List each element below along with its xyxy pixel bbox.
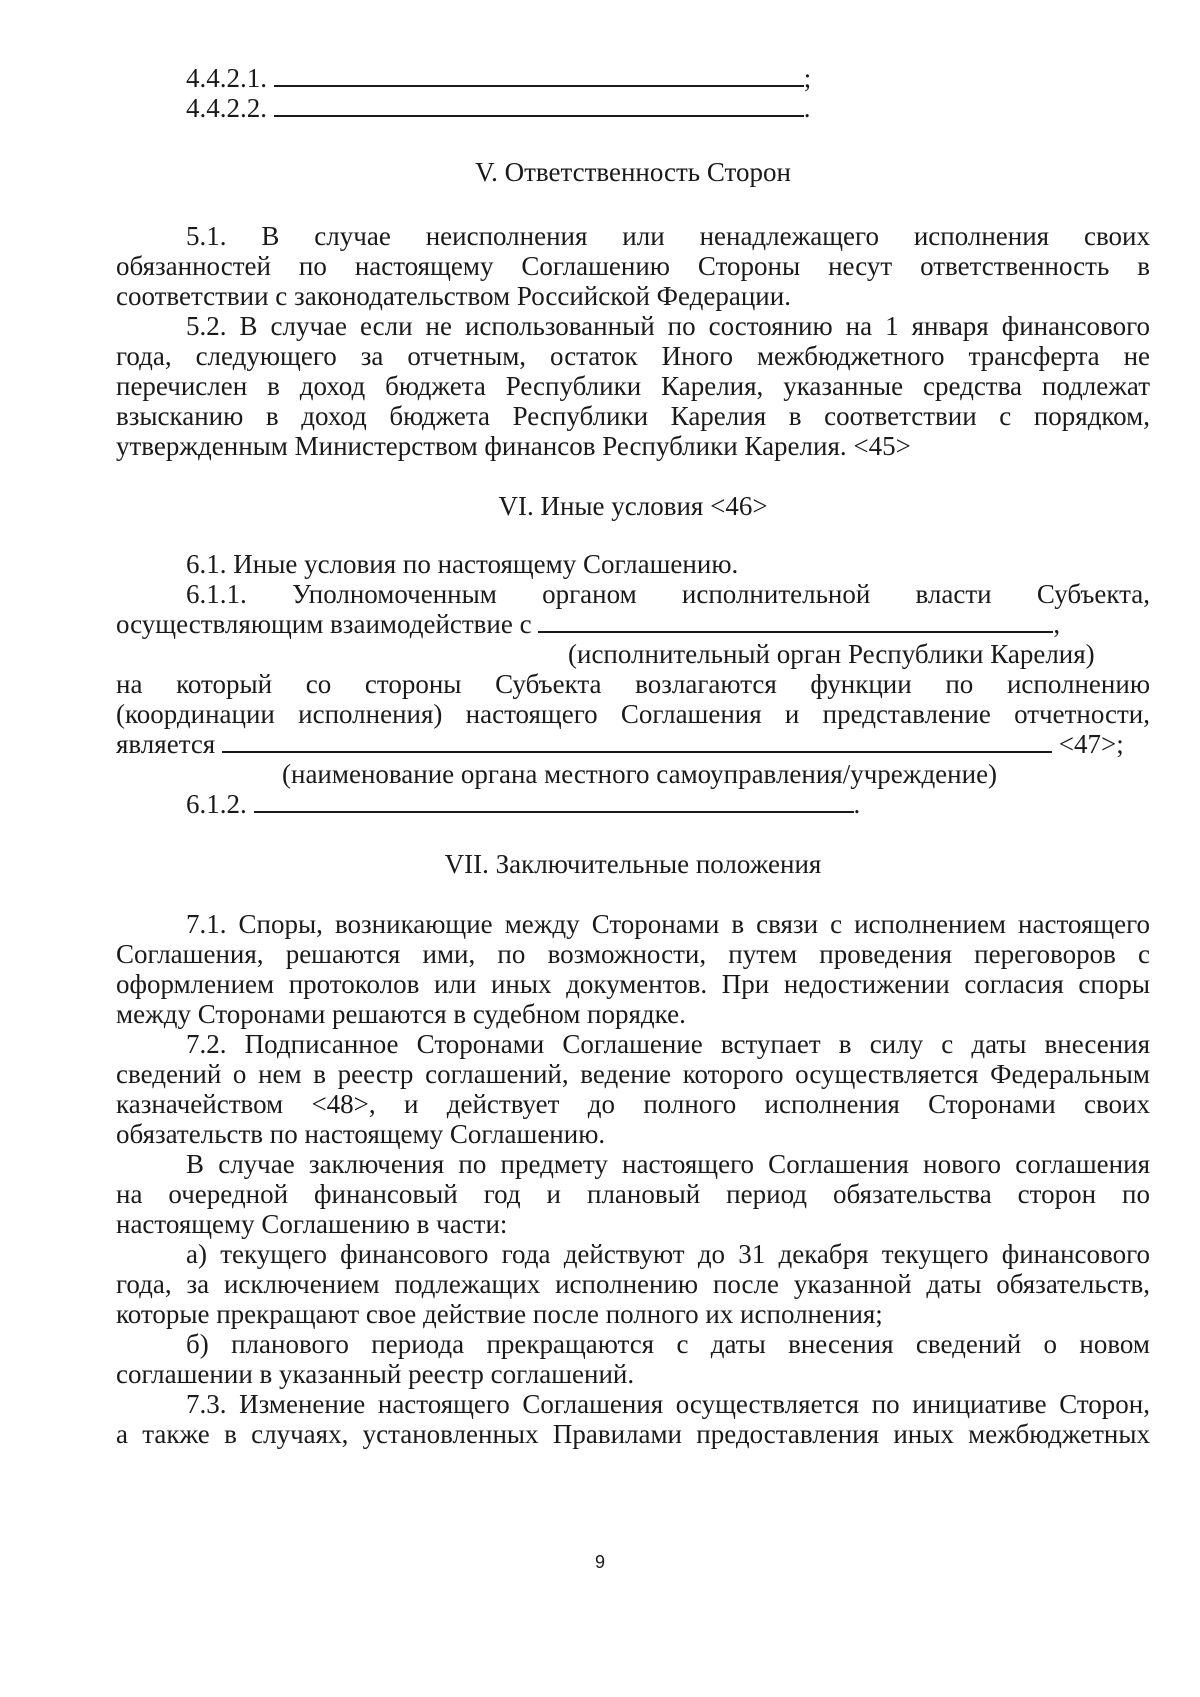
p6-1-1-line: (координации исполнения) настоящего Соглашения и представление отчетности,	[116, 699, 1150, 729]
p5-2-line: взысканию в доход бюджета Республики Карелия в соответствии с порядком,	[116, 401, 1150, 431]
caption-executive-body: (исполнительный орган Республики Карелия)	[568, 639, 1095, 669]
line-text: осуществляющим взаимодействие с	[116, 609, 532, 639]
p7-1-line: Соглашения, решаются ими, по возможности, путем проведения переговоров с	[116, 939, 1150, 969]
pb-line: соглашении в указанный реестр соглашений.	[116, 1359, 635, 1389]
p7-2-line: казначейством <48>, и действует до полного исполнения Сторонами своих	[116, 1089, 1150, 1119]
p6-1-1-line: 6.1.1. Уполномоченным органом исполнительной власти Субъекта,	[186, 579, 1150, 609]
blank-line	[274, 93, 804, 117]
p6-1-1-line: на который со стороны Субъекта возлагаются функции по исполнению	[116, 669, 1150, 699]
caption-local-authority: (наименование органа местного самоуправления/учреждение)	[282, 759, 998, 789]
item-number: 6.1.2.	[186, 789, 247, 819]
item-punct: .	[803, 93, 811, 123]
p7-2b-line: В случае заключения по предмету настоящего Соглашения нового соглашения	[186, 1149, 1150, 1179]
line-text: является	[116, 729, 216, 759]
pb-line: б) планового периода прекращаются с даты внесения сведений о новом	[186, 1329, 1150, 1359]
blank-line	[254, 789, 854, 813]
item-punct: .	[853, 789, 861, 819]
section-6-heading: VI. Иные условия <46>	[498, 491, 768, 521]
p7-1-line: между Сторонами решаются в судебном порядке.	[116, 999, 686, 1029]
p7-3-line: а также в случаях, установленных Правилами предоставления иных межбюджетных	[116, 1419, 1150, 1449]
p6-1-1-line	[116, 728, 1124, 760]
pa-line: а) текущего финансового года действуют до 31 декабря текущего финансового	[186, 1239, 1150, 1269]
section-7-heading: VII. Заключительные положения	[444, 849, 822, 879]
p7-2-line: 7.2. Подписанное Сторонами Соглашение вступает в силу с даты внесения	[186, 1029, 1150, 1059]
blank-line	[274, 63, 804, 87]
p5-1-line: соответствии с законодательством Российской Федерации.	[116, 281, 791, 311]
item-number: 4.4.2.1.	[186, 63, 267, 93]
p6-1-1-line	[116, 608, 1060, 640]
p5-2-line: года, следующего за отчетным, остаток Иного межбюджетного трансферта не	[116, 341, 1150, 371]
p6-1: 6.1. Иные условия по настоящему Соглашению.	[186, 549, 739, 579]
pa-line: года, за исключением подлежащих исполнению после указанной даты обязательств,	[116, 1269, 1150, 1299]
page-number: 9	[594, 1552, 605, 1572]
p5-2-line: 5.2. В случае если не использованный по состоянию на 1 января финансового	[186, 311, 1150, 341]
p5-1-line: обязанностей по настоящему Соглашению Стороны несут ответственность в	[116, 251, 1150, 281]
p5-2-line: утвержденным Министерством финансов Республики Карелия. <45>	[116, 431, 911, 461]
blank-line	[538, 609, 1053, 633]
item-number: 4.4.2.2.	[186, 93, 267, 123]
section-5-heading: V. Ответственность Сторон	[475, 157, 791, 187]
p7-1-line: оформлением протоколов или иных документов. При недостижении согласия споры	[116, 969, 1150, 999]
blank-line	[222, 729, 1052, 753]
line-punct: ,	[1053, 609, 1061, 639]
item-4-4-2-1	[186, 62, 811, 94]
p7-2b-line: на очередной финансовый год и плановый период обязательства сторон по	[116, 1179, 1150, 1209]
item-4-4-2-2	[186, 92, 811, 124]
item-punct: ;	[803, 63, 812, 93]
pa-line: которые прекращают свое действие после полного их исполнения;	[116, 1299, 883, 1329]
line-footnote: <47>;	[1058, 729, 1124, 759]
p5-2-line: перечислен в доход бюджета Республики Карелия, указанные средства подлежат	[116, 371, 1150, 401]
p7-1-line: 7.1. Споры, возникающие между Сторонами в связи с исполнением настоящего	[186, 909, 1150, 939]
p7-2-line: сведений о нем в реестр соглашений, ведение которого осуществляется Федеральным	[116, 1059, 1150, 1089]
p7-2b-line: настоящему Соглашению в части:	[116, 1209, 508, 1239]
item-6-1-2	[186, 788, 860, 820]
p5-1-line: 5.1. В случае неисполнения или ненадлежащего исполнения своих	[186, 221, 1150, 251]
p7-2-line: обязательств по настоящему Соглашению.	[116, 1119, 606, 1149]
p7-3-line: 7.3. Изменение настоящего Соглашения осуществляется по инициативе Сторон,	[186, 1389, 1150, 1419]
